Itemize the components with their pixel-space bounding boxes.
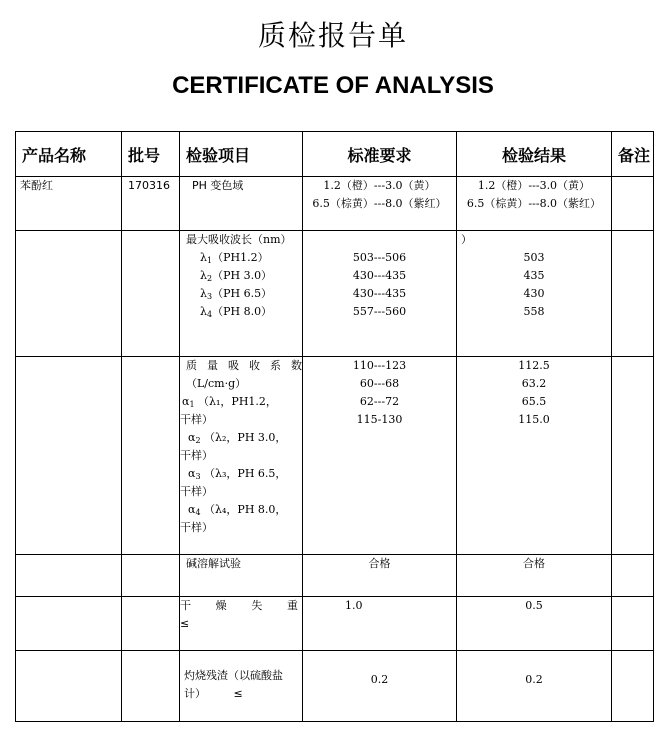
result-value: 435 bbox=[523, 269, 545, 282]
result-value: 112.5 bbox=[518, 359, 550, 372]
standard-mass-absorption bbox=[303, 357, 457, 555]
remark-cell bbox=[612, 651, 654, 722]
standard-value: 110---123 bbox=[352, 359, 407, 372]
row-ph-range bbox=[16, 177, 654, 231]
standard-value: 430---435 bbox=[352, 287, 407, 300]
ignition-label: 灼烧残渣（以硫酸盐 bbox=[184, 669, 283, 682]
result-mass-absorption bbox=[457, 357, 612, 555]
header-product: 产品名称 bbox=[16, 132, 122, 177]
result-drying: 0.5 bbox=[457, 597, 612, 651]
empty-cell bbox=[122, 651, 180, 722]
standard-max-absorption bbox=[303, 231, 457, 357]
lambda-1-label: $\lambda_1(PH1.2)$ bbox=[200, 251, 269, 265]
alpha-1-cont: 干样） bbox=[180, 413, 213, 426]
header-remark: 备注 bbox=[612, 132, 654, 177]
header-result: 检验结果 bbox=[457, 132, 612, 177]
standard-value: 557---560 bbox=[352, 305, 407, 318]
row-alkali bbox=[16, 555, 654, 597]
empty-cell bbox=[16, 231, 122, 357]
standard-alkali: 合格 bbox=[303, 555, 457, 597]
result-value: 430 bbox=[523, 287, 545, 300]
standard-ph-range bbox=[303, 177, 457, 231]
empty-cell bbox=[122, 597, 180, 651]
remark-cell bbox=[612, 555, 654, 597]
standard-value: 115-130 bbox=[356, 413, 403, 426]
remark-cell bbox=[612, 357, 654, 555]
result-value: 115.0 bbox=[518, 413, 550, 426]
result-line: 1.2（橙）---3.0（黄） bbox=[477, 179, 591, 192]
header-row bbox=[16, 132, 654, 177]
row-max-absorption bbox=[16, 231, 654, 357]
result-ph-range bbox=[457, 177, 612, 231]
remark-cell bbox=[612, 231, 654, 357]
result-mark: ） bbox=[461, 233, 472, 246]
alpha-3-cont: 干样） bbox=[180, 485, 213, 498]
result-value: 558 bbox=[523, 305, 545, 318]
row-ignition bbox=[16, 651, 654, 722]
standard-line: 6.5（棕黄）---8.0（紫红） bbox=[312, 197, 447, 210]
remark-cell bbox=[612, 597, 654, 651]
lambda-3-label: $\lambda_3(PH$ 6.5） bbox=[200, 287, 273, 301]
item-alkali: 碱溶解试验 bbox=[180, 555, 303, 597]
remark-cell bbox=[612, 177, 654, 231]
standard-value: 62---72 bbox=[359, 395, 400, 408]
item-max-absorption bbox=[180, 231, 303, 357]
empty-cell bbox=[122, 555, 180, 597]
standard-ignition: 0.2 bbox=[303, 651, 457, 722]
header-item: 检验项目 bbox=[180, 132, 303, 177]
result-ignition: 0.2 bbox=[457, 651, 612, 722]
analysis-table bbox=[15, 131, 654, 722]
row-drying bbox=[16, 597, 654, 651]
empty-cell bbox=[122, 231, 180, 357]
standard-value: 503---506 bbox=[352, 251, 407, 264]
product-name: 苯酚红 bbox=[16, 177, 122, 231]
report-title-cn: 质检报告单 bbox=[257, 19, 408, 52]
batch-number: 170316 bbox=[122, 177, 180, 231]
drying-symbol: ≤ bbox=[180, 617, 190, 630]
result-line: 6.5（棕黄）---8.0（紫红） bbox=[466, 197, 602, 210]
max-abs-title: 最大吸收波长（nm） bbox=[186, 233, 292, 246]
result-max-absorption bbox=[457, 231, 612, 357]
result-value: 63.2 bbox=[521, 377, 547, 390]
alpha-2-cont: 干样） bbox=[180, 449, 213, 462]
report-title-en: CERTIFICATE OF ANALYSIS bbox=[172, 72, 494, 99]
result-alkali: 合格 bbox=[457, 555, 612, 597]
result-value: 503 bbox=[523, 251, 545, 264]
alpha-1-label: $\alpha_1$ （λ₁，PH1.2， bbox=[182, 395, 277, 409]
mass-abs-title: 质量吸收系数 bbox=[186, 359, 302, 372]
row-mass-absorption bbox=[16, 357, 654, 555]
mass-abs-unit: （L/cm·g） bbox=[186, 377, 247, 390]
ignition-label-cont: 计） ≤ bbox=[184, 687, 243, 700]
item-ph-range: PH 变色域 bbox=[180, 177, 303, 231]
alpha-3-label: $\alpha_3$ （λ₃，PH 6.5， bbox=[188, 467, 287, 481]
alpha-2-label: $\alpha_2$ （λ₂，PH 3.0， bbox=[188, 431, 287, 445]
standard-value: 60---68 bbox=[359, 377, 400, 390]
standard-line: 1.2（橙）---3.0（黄） bbox=[323, 179, 436, 192]
lambda-2-label: $\lambda_2(PH$ 3.0） bbox=[200, 269, 273, 283]
alpha-4-label: $\alpha_4$ （λ₄，PH 8.0， bbox=[188, 503, 287, 517]
item-mass-absorption bbox=[180, 357, 303, 555]
lambda-4-label: $\lambda_4(PH$ 8.0） bbox=[200, 305, 273, 319]
empty-cell bbox=[16, 651, 122, 722]
standard-drying: 1.0 bbox=[303, 597, 457, 651]
result-value: 65.5 bbox=[521, 395, 547, 408]
item-drying bbox=[180, 597, 303, 651]
empty-cell bbox=[122, 357, 180, 555]
empty-cell bbox=[16, 357, 122, 555]
header-standard: 标准要求 bbox=[303, 132, 457, 177]
empty-cell bbox=[16, 555, 122, 597]
empty-cell bbox=[16, 597, 122, 651]
alpha-4-cont: 干样） bbox=[180, 521, 213, 534]
drying-label: 干燥失重 bbox=[180, 599, 298, 612]
item-ignition bbox=[180, 651, 303, 722]
standard-value: 430---435 bbox=[352, 269, 407, 282]
header-batch: 批号 bbox=[122, 132, 180, 177]
